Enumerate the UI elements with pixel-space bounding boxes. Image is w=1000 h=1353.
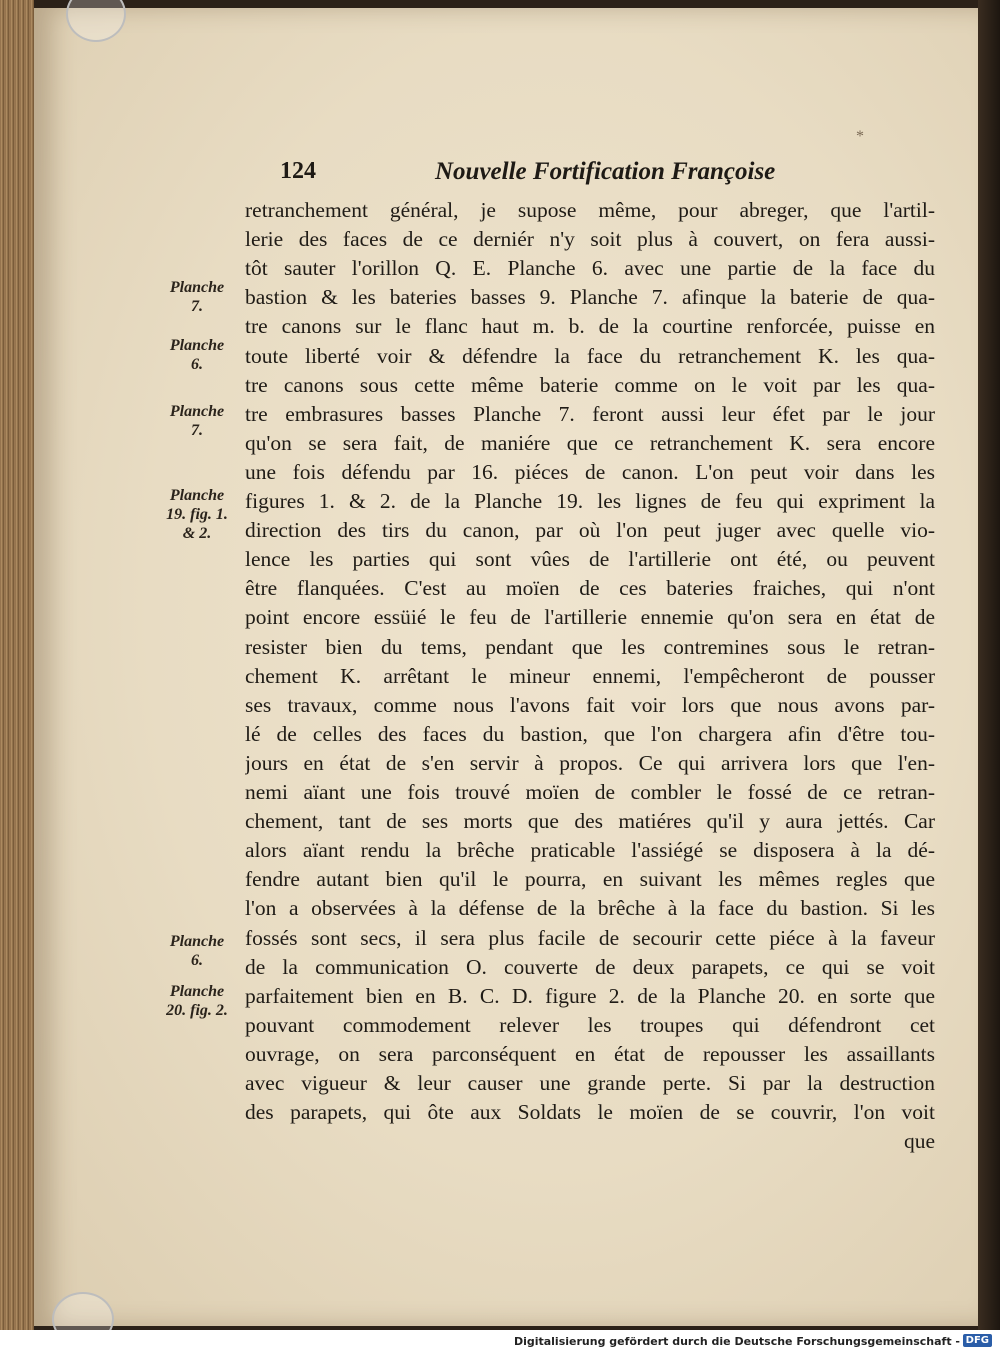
text-line: tôt sauter l'orillon Q. E. Planche 6. avec une partie de la face du [245,256,935,281]
margin-note [152,278,242,316]
text-line: parfaitement bien en B. C. D. figure 2. de la Planche 20. en sorte que [245,983,935,1008]
margin-note [152,402,242,440]
text-line: fendre autant bien qu'il le pourra, en suivant les mêmes regles que [245,867,935,892]
text-line: ses travaux, comme nous l'avons fait voir lors que nous avons par- [245,692,935,717]
text-line: ouvrage, on sera parconséquent en état de repousser les assaillants [245,1041,935,1066]
margin-note-line: 7. [191,422,203,439]
text-line: direction des tirs du canon, par où l'on peut juger avec quelle vio- [245,518,935,543]
text-line: lé de celles des faces du bastion, que l'on chargera afin d'être tou- [245,721,935,746]
margin-note [152,486,242,543]
text-line: figures 1. & 2. de la Planche 19. les lignes de feu qui expriment la [245,489,935,513]
page-gutter-shadow [978,0,1000,1330]
dfg-logo: DFG [963,1334,992,1347]
margin-note [152,336,242,374]
margin-note-line: Planche [169,403,225,420]
funding-notice: Digitalisierung gefördert durch die Deutsche Forschungsgemeinschaft - [513,1335,960,1348]
text-line: une fois défendu par 16. piéces de canon. L'on peut voir dans les [245,459,935,484]
margin-note-line: Planche [169,337,225,354]
text-line: être flanquées. C'est au moïen de ces bateries fraiches, qui n'ont [245,576,935,601]
text-line: fossés sont secs, il sera plus facile de secourir cette piéce à la faveur [245,925,935,950]
margin-note-line: Planche [169,933,225,950]
text-line: que [903,1129,935,1154]
margin-note-line: Planche [169,279,225,296]
running-title: Nouvelle Fortification Françoise [435,158,776,185]
text-line: retranchement général, je supose même, pour abreger, que l'artil- [245,198,935,222]
text-line: point encore essüié le feu de l'artillerie ennemie qu'on sera en état de [245,605,935,630]
text-line: avec vigueur & leur causer une grande perte. Si par la destruction [245,1071,935,1095]
margin-note-line: 7. [191,298,203,315]
margin-note-line: Planche [169,983,225,1000]
text-line: tre canons sous cette même baterie comme on le voit par les qua- [245,372,935,397]
text-line: jours en état de s'en servir à propos. Ce qui arrivera lors que l'en- [245,750,935,775]
text-line: chement K. arrêtant le mineur ennemi, l'empêcheront de pousser [245,663,935,688]
text-line: lerie des faces de ce derniér n'y soit plus à couvert, on fera aussi- [245,227,935,252]
margin-note-line: 19. fig. 1. [166,506,228,523]
margin-note-line: 6. [191,356,203,373]
text-line: des parapets, qui ôte aux Soldats le moïen de se couvrir, l'on voit [245,1100,935,1125]
text-line: toute liberté voir & défendre la face du retranchement K. les qua- [245,343,935,368]
text-line: tre embrasures basses Planche 7. feront aussi leur éfet par le jour [245,401,935,426]
text-line: alors aïant rendu la brêche praticable l'assiégé se disposera à la dé- [245,838,935,863]
text-line: pouvant commodement relever les troupes qui défendront cet [245,1012,935,1037]
book-edge [0,0,34,1330]
margin-note [152,982,242,1020]
text-line: resister bien du tems, pendant que les contremines sous le retran- [245,634,935,659]
margin-note-line: 20. fig. 2. [166,1002,228,1019]
margin-note [152,932,242,970]
text-line: qu'on se sera fait, de maniére que ce retranchement K. sera encore [245,430,935,455]
footer-bar [0,1330,1000,1353]
text-line: de la communication O. couverte de deux parapets, ce qui se voit [245,954,935,979]
margin-note-line: & 2. [182,525,212,542]
text-line: chement, tant de ses morts que des matiéres qu'il y aura jettés. Car [245,809,935,834]
margin-note-line: 6. [191,952,203,969]
margin-note-line: Planche [169,487,225,504]
text-line: tre canons sur le flanc haut m. b. de la courtine renforcée, puisse en [245,314,935,339]
asterisk-mark: * [856,128,864,145]
text-line: nemi aïant une fois trouvé moïen de combler le fossé de ce retran- [245,780,935,804]
page-number: 124 [280,158,316,184]
text-line: lence les parties qui sont vûes de l'artillerie ont été, ou peuvent [245,547,935,572]
text-line: bastion & les bateries basses 9. Planche 7. afinque la baterie de qua- [245,285,935,310]
text-line: l'on a observées à la défense de la brêche à la face du bastion. Si les [245,896,935,921]
